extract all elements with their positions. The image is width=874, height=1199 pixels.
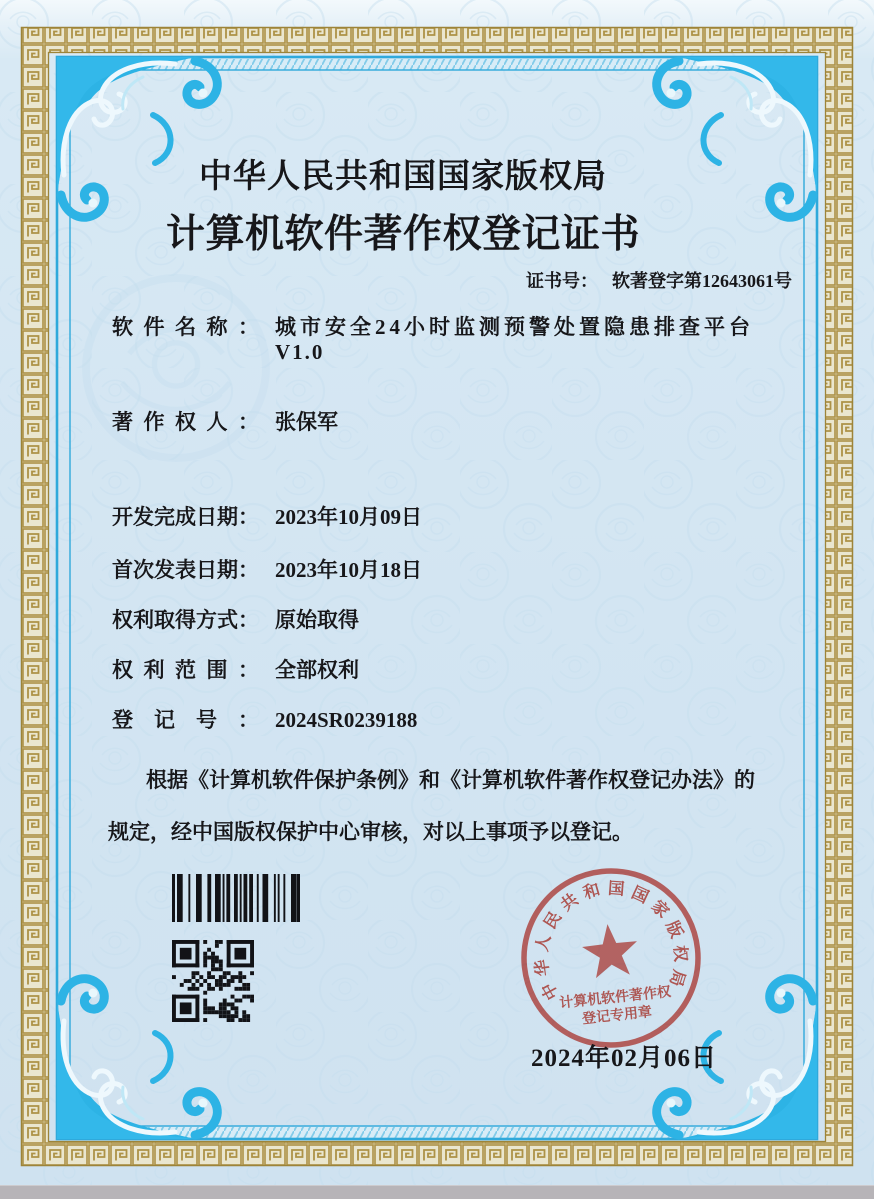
statement-line-1: 根据《计算机软件保护条例》和《计算机软件著作权登记办法》的 — [146, 768, 755, 792]
field-row-rights-acquisition — [112, 607, 359, 634]
seal-ring-text: 中华人民共和国国家版权局 — [531, 878, 691, 1004]
field-row-software-name — [112, 314, 754, 341]
certificate-number — [526, 267, 792, 293]
field-label: 登记号： — [112, 708, 259, 732]
official-seal — [509, 856, 713, 1060]
field-row-first-publish-date — [112, 557, 422, 584]
barcode-icon — [172, 874, 300, 922]
issue-date: 2024年02月06日 — [531, 1045, 718, 1072]
field-value: 2024SR0239188 — [275, 708, 418, 732]
certificate-title: 计算机软件著作权登记证书 — [165, 213, 640, 256]
seal-inner-line-2: 登记专用章 — [581, 1005, 653, 1028]
field-value: 全部权利 — [275, 658, 359, 682]
certificate-number-value: 软著登字第12643061号 — [612, 271, 792, 291]
field-value: 城市安全24小时监测预警处置隐患排查平台 — [275, 315, 754, 339]
field-label: 著作权人： — [112, 410, 259, 434]
field-label: 软件名称： — [112, 315, 259, 339]
photo-edge-strip — [0, 1185, 874, 1199]
statement-line-2: 规定，经中国版权保护中心审核，对以上事项予以登记。 — [108, 820, 633, 844]
issuing-authority: 中华人民共和国国家版权局 — [199, 159, 607, 195]
certificate-number-label: 证书号： — [526, 271, 598, 291]
field-value: 2023年10月18日 — [275, 558, 422, 582]
seal-star-icon — [580, 921, 640, 979]
qr-code-icon — [172, 940, 254, 1022]
field-label: 开发完成日期： — [112, 505, 259, 529]
field-value: 原始取得 — [275, 608, 359, 632]
field-row-rights-scope — [112, 657, 359, 684]
field-row-registration-number — [112, 707, 417, 734]
field-label: 权利取得方式： — [112, 608, 259, 632]
field-value: 2023年10月09日 — [275, 505, 422, 529]
registration-statement — [108, 754, 790, 858]
field-row-dev-complete-date — [112, 504, 422, 531]
field-label: 权利范围： — [112, 658, 259, 682]
field-label: 首次发表日期： — [112, 558, 259, 582]
software-version: V1.0 — [275, 340, 325, 364]
field-value: 张保军 — [275, 410, 338, 434]
field-row-copyright-owner — [112, 409, 338, 436]
seal-inner-line-1: 计算机软件著作权 — [558, 984, 672, 1012]
